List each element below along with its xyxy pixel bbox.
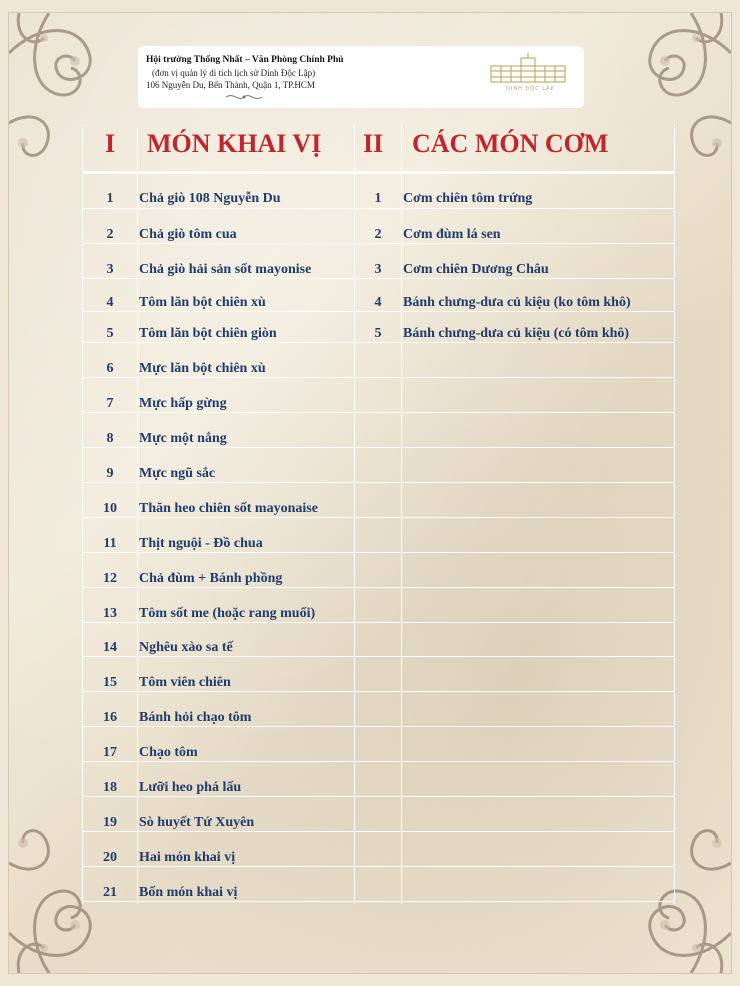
- item-number: 14: [103, 640, 117, 655]
- table-divider: [354, 124, 355, 904]
- item-name: Mực hấp gừng: [139, 396, 227, 411]
- logo-text: DINH ĐỘC LẬP: [506, 86, 555, 92]
- section-number: I: [105, 129, 116, 158]
- section-title: CÁC MÓN CƠM: [412, 129, 609, 158]
- item-number: 21: [103, 885, 117, 900]
- org-address: 106 Nguyễn Du, Bến Thành, Quận 1, TP.HCM: [146, 80, 315, 90]
- item-number: 3: [106, 262, 114, 277]
- item-name: Nghêu xào sa tế: [139, 640, 233, 655]
- item-name: Cơm chiên tôm trứng: [403, 191, 533, 206]
- flourish-icon: [224, 92, 264, 102]
- item-number: 8: [106, 431, 114, 446]
- item-name: Bánh hỏi chạo tôm: [139, 710, 252, 725]
- item-number: 17: [103, 745, 117, 760]
- corner-ornament: [611, 13, 731, 173]
- item-number: 18: [103, 780, 117, 795]
- item-name: Tôm lăn bột chiên giòn: [139, 326, 277, 341]
- row-separator: [82, 377, 674, 378]
- table-divider: [401, 124, 402, 904]
- item-number: 16: [103, 710, 117, 725]
- corner-ornament: [611, 813, 731, 973]
- item-number: 2: [374, 227, 382, 242]
- row-separator: [82, 311, 674, 312]
- item-name: Mực một nắng: [139, 431, 227, 446]
- row-separator: [82, 278, 674, 279]
- row-separator: [82, 412, 674, 413]
- section-number: II: [363, 129, 384, 158]
- item-name: Thăn heo chiên sốt mayonaise: [139, 501, 318, 516]
- row-separator: [82, 726, 674, 727]
- item-name: Tôm sốt me (hoặc rang muối): [139, 606, 316, 621]
- item-name: Chả giò 108 Nguyễn Du: [139, 191, 281, 206]
- row-separator: [82, 243, 674, 244]
- org-name: Hội trường Thống Nhất – Văn Phòng Chính Phủ: [146, 55, 344, 65]
- item-number: 6: [106, 361, 114, 376]
- item-number: 11: [103, 536, 117, 551]
- table-divider: [82, 124, 83, 904]
- item-name: Thịt nguội - Đồ chua: [139, 536, 263, 551]
- row-separator: [82, 622, 674, 623]
- item-name: Mực lăn bột chiên xù: [139, 361, 266, 376]
- row-separator: [82, 517, 674, 518]
- item-number: 2: [106, 227, 114, 242]
- item-number: 13: [103, 606, 117, 621]
- item-number: 15: [103, 675, 117, 690]
- item-name: Mực ngũ sắc: [139, 466, 216, 481]
- item-number: 19: [103, 815, 117, 830]
- table-divider: [137, 124, 138, 904]
- header-rule: [82, 171, 674, 174]
- item-number: 5: [374, 326, 382, 341]
- menu-page: [9, 13, 731, 973]
- row-separator: [82, 552, 674, 553]
- section-title: MÓN KHAI VỊ: [147, 129, 322, 158]
- item-number: 9: [106, 466, 114, 481]
- header-card: [138, 46, 584, 108]
- item-name: Bánh chưng-dưa củ kiệu (có tôm khô): [403, 326, 630, 341]
- item-number: 5: [106, 326, 114, 341]
- item-name: Tôm viên chiên: [139, 675, 231, 690]
- item-name: Cơm chiên Dương Châu: [403, 262, 549, 277]
- row-separator: [82, 761, 674, 762]
- row-separator: [82, 831, 674, 832]
- row-separator: [82, 482, 674, 483]
- item-number: 20: [103, 850, 117, 865]
- item-name: Chả đùm + Bánh phồng: [139, 571, 283, 586]
- row-separator: [82, 866, 674, 867]
- row-separator: [82, 901, 674, 902]
- item-number: 3: [374, 262, 382, 277]
- item-name: Chả giò hải sản sốt mayonise: [139, 262, 312, 277]
- row-separator: [82, 796, 674, 797]
- item-number: 4: [106, 295, 114, 310]
- item-name: Bánh chưng-dưa củ kiệu (ko tôm khô): [403, 295, 631, 310]
- item-name: Chả giò tôm cua: [139, 227, 237, 242]
- item-name: Bốn món khai vị: [139, 885, 238, 900]
- row-separator: [82, 656, 674, 657]
- item-number: 10: [103, 501, 117, 516]
- item-number: 4: [374, 295, 382, 310]
- item-name: Lưỡi heo phá lấu: [139, 780, 242, 795]
- item-number: 7: [106, 396, 114, 411]
- org-subtitle: (đơn vị quản lý di tích lịch sử Dinh Độc Lập): [152, 68, 316, 78]
- item-number: 1: [106, 191, 114, 206]
- item-number: 1: [374, 191, 382, 206]
- item-name: Cơm đùm lá sen: [403, 227, 501, 242]
- item-number: 12: [103, 571, 117, 586]
- row-separator: [82, 447, 674, 448]
- table-divider: [674, 124, 675, 904]
- row-separator: [82, 691, 674, 692]
- item-name: Tôm lăn bột chiên xù: [139, 295, 266, 310]
- item-name: Chạo tôm: [139, 745, 198, 760]
- row-separator: [82, 208, 674, 209]
- row-separator: [82, 587, 674, 588]
- item-name: Hai món khai vị: [139, 850, 236, 865]
- row-separator: [82, 342, 674, 343]
- item-name: Sò huyết Tứ Xuyên: [139, 815, 255, 830]
